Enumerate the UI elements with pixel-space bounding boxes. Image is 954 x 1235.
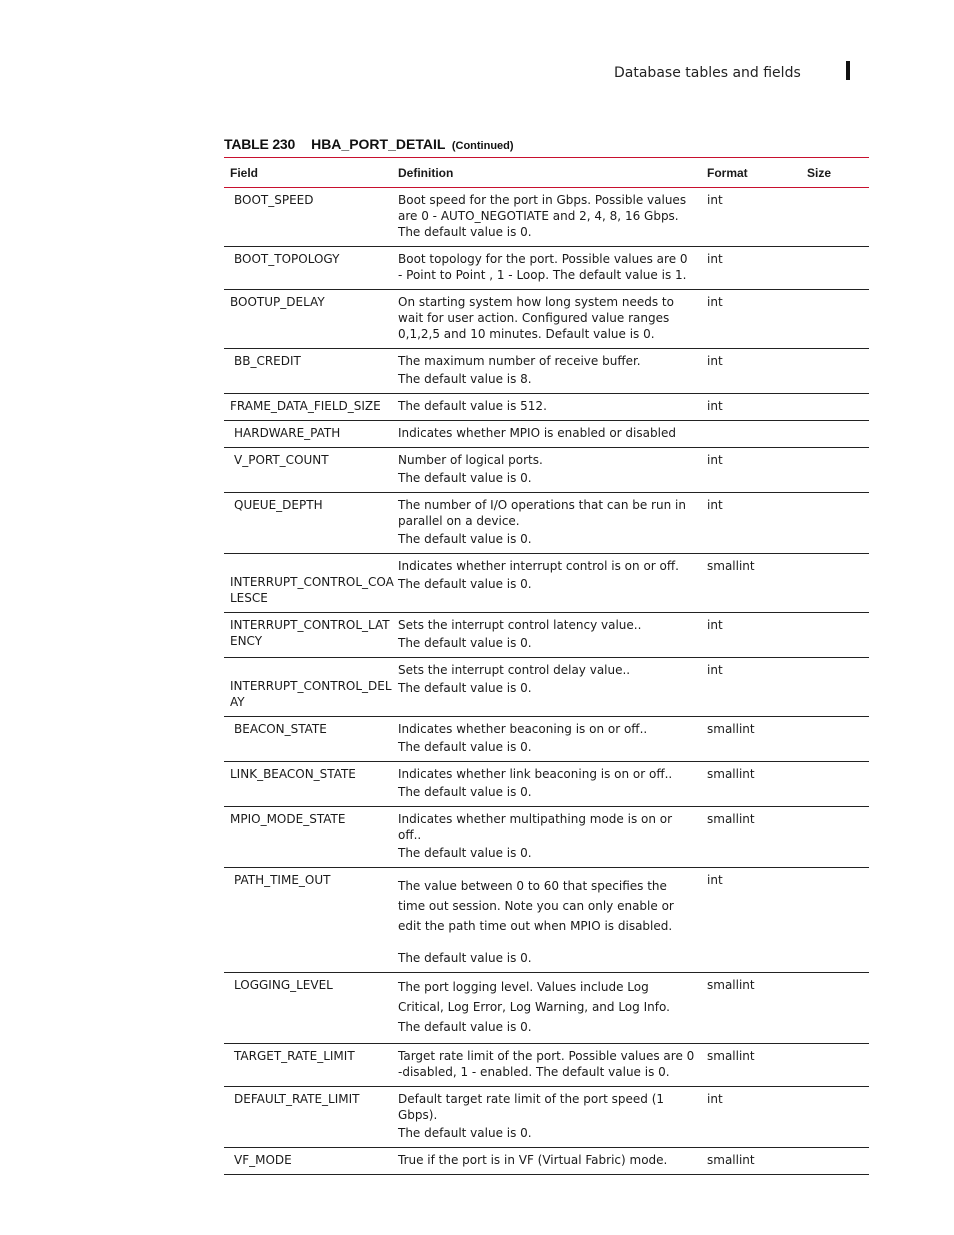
size-cell [801,394,869,421]
size-value [801,448,869,458]
size-cell [801,1044,869,1087]
format-cell [701,762,801,807]
header-format: Format [707,165,748,180]
definition-cell [392,807,701,868]
table-row [224,448,869,493]
field-name: BB_CREDIT [234,354,301,368]
field-table [224,157,869,1175]
format-cell [701,394,801,421]
field-name: DEFAULT_RATE_LIMIT [234,1092,360,1106]
field-cell [224,973,392,1044]
format-value: int [707,873,723,887]
table-number: TABLE 230 [224,136,296,152]
format-cell [701,1148,801,1175]
size-value [801,394,869,404]
size-cell [801,448,869,493]
table-name: HBA_PORT_DETAIL [311,136,446,152]
size-cell [801,290,869,349]
format-value: smallint [707,978,755,992]
size-cell [801,807,869,868]
format-cell [701,493,801,554]
table-body [224,188,869,1175]
definition-text: The default value is 0. [398,577,532,591]
field-cell [224,421,392,448]
table-continued: (Continued) [451,140,514,152]
definition-text: True if the port is in VF (Virtual Fabric) mode. [398,1153,668,1167]
field-name: MPIO_MODE_STATE [230,812,346,826]
size-cell [801,762,869,807]
format-cell [701,973,801,1044]
format-cell [701,868,801,973]
field-name: FRAME_DATA_FIELD_SIZE [230,399,381,413]
field-cell [224,493,392,554]
table-row [224,658,869,717]
field-name: BOOT_TOPOLOGY [234,252,340,266]
table-row [224,394,869,421]
definition-cell [392,394,701,421]
header-field: Field [230,165,259,180]
definition-text: The default value is 0. [398,846,532,860]
definition-cell [392,868,701,973]
format-value: smallint [707,812,755,826]
format-cell [701,658,801,717]
table-row [224,493,869,554]
size-value [801,349,869,359]
definition-text: The default value is 8. [398,372,532,386]
field-cell [224,1044,392,1087]
definition-cell [392,613,701,658]
definition-cell [392,448,701,493]
definition-text: Sets the interrupt control delay value.. [398,663,631,677]
size-cell [801,421,869,448]
field-cell [224,448,392,493]
field-name: VF_MODE [234,1153,292,1167]
size-value [801,717,869,727]
definition-text: The port logging level. Values include Log Critical, Log Error, Log Warning, and Log Info. The default value is 0. [398,980,670,1034]
definition-text: The default value is 0. [398,681,532,695]
table-row [224,349,869,394]
format-cell [701,247,801,290]
table-row [224,554,869,613]
definition-text: Boot topology for the port. Possible values are 0 - Point to Point , 1 - Loop. The default value is 1. [398,252,688,282]
field-cell [224,613,392,658]
table-row [224,290,869,349]
table-row [224,247,869,290]
field-cell [224,762,392,807]
definition-text: Indicates whether multipathing mode is on or off.. [398,812,673,842]
size-value [801,493,869,503]
definition-text: Indicates whether MPIO is enabled or disabled [398,426,676,440]
definition-cell [392,762,701,807]
definition-text: The default value is 512. [398,399,547,413]
size-cell [801,1087,869,1148]
definition-text: Indicates whether interrupt control is on or off. [398,559,679,573]
format-value: int [707,399,723,413]
field-cell [224,349,392,394]
field-name: INTERRUPT_CONTROL_COA LESCE [230,575,394,605]
size-value [801,247,869,257]
definition-text: The default value is 0. [398,785,532,799]
field-name: BOOT_SPEED [234,193,314,207]
format-value: int [707,252,723,266]
field-cell [224,658,392,717]
format-value: int [707,1092,723,1106]
definition-cell [392,1087,701,1148]
field-name: QUEUE_DEPTH [234,498,323,512]
definition-cell [392,247,701,290]
table-header-row [224,158,869,188]
field-name: BEACON_STATE [234,722,327,736]
format-cell [701,613,801,658]
size-value [801,188,869,198]
definition-text: Indicates whether link beaconing is on or off.. [398,767,673,781]
field-name: INTERRUPT_CONTROL_DEL AY [230,679,392,709]
table-row [224,421,869,448]
field-cell [224,394,392,421]
definition-cell [392,290,701,349]
definition-text: The number of I/O operations that can be run in parallel on a device. [398,498,686,528]
definition-cell [392,973,701,1044]
format-cell [701,554,801,613]
table-caption [224,136,514,154]
format-value: int [707,498,723,512]
definition-cell [392,188,701,247]
field-cell [224,1087,392,1148]
format-value: smallint [707,1153,755,1167]
definition-text: Boot speed for the port in Gbps. Possible values are 0 - AUTO_NEGOTIATE and 2, 4, 8, 16 Gbps. The default value is 0. [398,193,687,239]
size-cell [801,868,869,973]
format-value: int [707,193,723,207]
definition-text: Sets the interrupt control latency value.. [398,618,642,632]
format-cell [701,188,801,247]
field-cell [224,554,392,613]
table-row [224,1044,869,1087]
field-cell [224,717,392,762]
running-header-title: Database tables and fields [614,65,801,81]
size-value [801,868,869,878]
definition-cell [392,658,701,717]
size-cell [801,1148,869,1175]
size-cell [801,493,869,554]
definition-cell [392,493,701,554]
margin-bar [846,61,850,80]
size-value [801,290,869,300]
size-value [801,1087,869,1097]
field-name: V_PORT_COUNT [234,453,329,467]
format-cell [701,807,801,868]
format-cell [701,421,801,448]
header-definition: Definition [398,165,454,180]
format-value: smallint [707,722,755,736]
definition-text: Target rate limit of the port. Possible values are 0 -disabled, 1 - enabled. The default value is 0. [398,1049,695,1079]
size-value [801,1148,869,1158]
definition-text: The default value is 0. [398,1126,532,1140]
field-name: PATH_TIME_OUT [234,873,331,887]
definition-text: The default value is 0. [398,951,532,965]
table-row [224,1148,869,1175]
field-cell [224,188,392,247]
field-cell [224,290,392,349]
field-name: LOGGING_LEVEL [234,978,333,992]
header-size: Size [807,165,832,180]
table-row [224,807,869,868]
field-cell [224,807,392,868]
format-value: smallint [707,559,755,573]
size-cell [801,658,869,717]
size-cell [801,188,869,247]
definition-text: Default target rate limit of the port speed (1 Gbps). [398,1092,665,1122]
format-value: smallint [707,1049,755,1063]
field-name: INTERRUPT_CONTROL_LAT ENCY [230,618,390,648]
format-cell [701,290,801,349]
table-row [224,762,869,807]
field-name: BOOTUP_DELAY [230,295,325,309]
table-row [224,1087,869,1148]
size-cell [801,554,869,613]
definition-cell [392,717,701,762]
definition-cell [392,349,701,394]
format-cell [701,717,801,762]
definition-text: The maximum number of receive buffer. [398,354,641,368]
definition-cell [392,1148,701,1175]
definition-text: The default value is 0. [398,471,532,485]
size-value [801,658,869,668]
field-name: HARDWARE_PATH [234,426,341,440]
definition-text: Indicates whether beaconing is on or off.. [398,722,648,736]
size-value [801,973,869,983]
size-value [801,613,869,623]
table-row [224,868,869,973]
field-cell [224,868,392,973]
table-row [224,973,869,1044]
format-value [701,421,801,431]
field-cell [224,247,392,290]
definition-text: Number of logical ports. [398,453,543,467]
format-cell [701,1087,801,1148]
size-value [801,1044,869,1054]
format-value: int [707,663,723,677]
definition-cell [392,1044,701,1087]
size-cell [801,247,869,290]
definition-text: The value between 0 to 60 that specifies the time out session. Note you can only enable or edit the path time out when MPIO is disabled. [398,879,674,933]
definition-cell [392,554,701,613]
field-name: LINK_BEACON_STATE [230,767,356,781]
format-cell [701,448,801,493]
size-value [801,421,869,431]
definition-cell [392,421,701,448]
definition-text: The default value is 0. [398,740,532,754]
field-cell [224,1148,392,1175]
table-row [224,613,869,658]
size-cell [801,349,869,394]
format-value: int [707,618,723,632]
size-cell [801,973,869,1044]
field-name: TARGET_RATE_LIMIT [234,1049,355,1063]
size-value [801,807,869,817]
size-value [801,762,869,772]
size-value [801,554,869,564]
format-cell [701,1044,801,1087]
table-row [224,188,869,247]
format-value: int [707,453,723,467]
definition-text: The default value is 0. [398,532,532,546]
definition-text: On starting system how long system needs to wait for user action. Configured value ranges 0,1,2,5 and 10 minutes. Default value is 0. [398,295,674,341]
definition-text: The default value is 0. [398,636,532,650]
size-cell [801,717,869,762]
format-value: int [707,295,723,309]
format-value: int [707,354,723,368]
format-cell [701,349,801,394]
size-cell [801,613,869,658]
table-row [224,717,869,762]
format-value: smallint [707,767,755,781]
